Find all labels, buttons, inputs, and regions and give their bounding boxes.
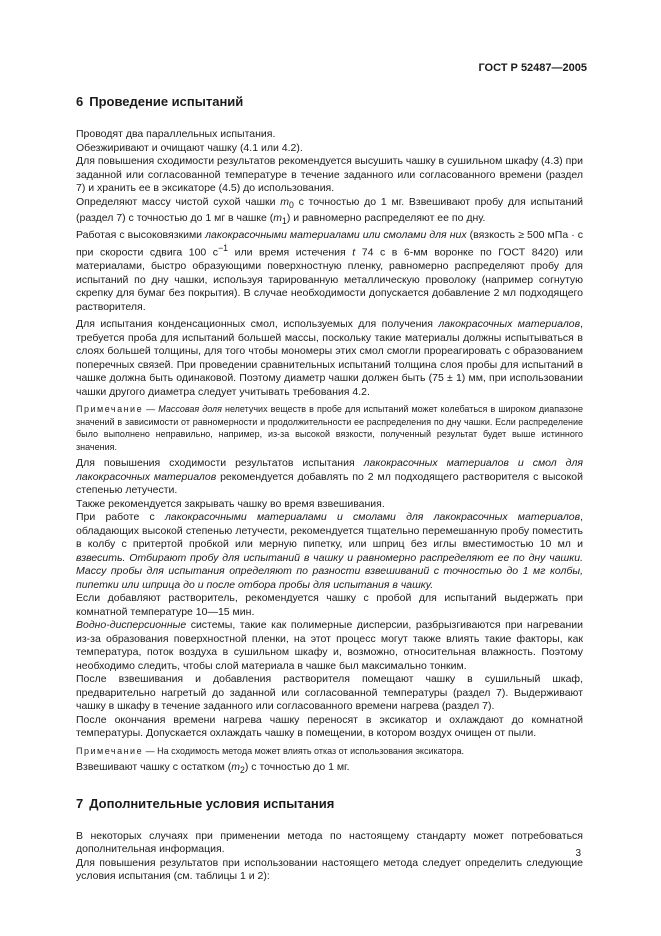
paragraph: После взвешивания и добавления растворителя помещают чашку в сушильный шкаф, предварительно нагретый до заданной или согласованной температуры (раздел 7). Выдерживают чашку в шкафу в течение заданного или согласованного времени нагрева (раздел 7). — [76, 673, 583, 713]
section-7-title: Дополнительные условия испытания — [89, 795, 335, 811]
paragraph: Обезжиривают и очищают чашку (4.1 или 4.2). — [76, 141, 303, 154]
paragraph: Для повышения сходимости результатов испытания лакокрасочных материалов и смол для лакокрасочных материалов рекомендуется добавлять по 2 мл подходящего растворителя с высокой степенью летучести. — [76, 457, 584, 497]
standard-header: ГОСТ Р 52487—2005 — [478, 62, 587, 74]
section-7-heading — [76, 796, 583, 812]
note-2: Примечание — На сходимость метода может влиять отказ от использования эксикатора. — [76, 745, 464, 756]
paragraph: Определяют массу чистой сухой чашки $m_0$ с точностью до 1 мг. Взвешивают пробу для испытаний (раздел 7) с точностью до 1 мг в чашке $(m_1)$ и равномерно распределяют ее по дну. — [76, 195, 584, 227]
paragraph: Водно-дисперсионные системы, такие как полимерные дисперсии, разбрызгиваются при нагревании из-за образования поверхностной пленки, на этот процесс могут также влиять такие факторы, как температура, поток воздуха в сушильном шкафу и, возможно, относительная влажность. Поэтому необходимо следить, чтобы слой материала в чашке был максимально тонким. — [76, 619, 583, 672]
paragraph: Также рекомендуется закрывать чашку во время взвешивания. — [76, 497, 385, 510]
paragraph: Работая с высоковязкими лакокрасочными материалами или смолами для них (вязкость ≥ 500 мПа · с при скорости сдвига 100 $с^{-1}$ или время истечения t 74 с в 6-мм воронке по ГОСТ 8420) или материалами, быстро образующими поверхностную пленку, равномерно распределяют пробу для испытаний по дну чашки, используя тарированную металлическую проволоку (например согнутую скрепку для бумаг без покрытия). В случае необходимости допускается добавление 2 мл подходящего растворителя. — [76, 228, 583, 313]
section-7-number: 7 — [76, 795, 84, 811]
paragraph: В некоторых случаях при применении метода по настоящему стандарту может потребоваться дополнительная информация. — [76, 829, 583, 856]
section-6-title: Проведение испытаний — [89, 94, 244, 109]
paragraph: Для повышения результатов при использовании настоящего метода следует определить следующие условия испытания (см. таблицы 1 и 2): — [76, 856, 583, 883]
page-content — [76, 90, 583, 884]
paragraph: Если добавляют растворитель, рекомендуется чашку с пробой для испытаний выдержать при комнатной температуре 10—15 мин. — [76, 592, 583, 618]
section-6-heading — [76, 94, 583, 110]
paragraph: Для повышения сходимости результатов рекомендуется высушить чашку в сушильном шкафу (4.3) при заданной или согласованной температуре в течение заданного или согласованного времени (раздел 7) и хранить ее в эксикаторе (4.5) до использования. — [76, 155, 583, 194]
paragraph: Проводят два параллельных испытания. — [76, 128, 276, 140]
paragraph: При работе с лакокрасочными материалами и смолами для лакокрасочных материалов, обладающих высокой степенью летучести, рекомендуется тщательно перемешанную пробу поместить в колбу с притертой пробкой или мерную пипетку, или шприц без иглы вместимостью 10 мл и взвесить. Отбирают пробу для испытаний в чашку и равномерно распределяют ее по дну чашки. Массу пробы для испытания определяют по разности взвешиваний с точностью до 1 мг колбы, пипетки или шприца до и после отбора пробы для испытания в чашку. — [76, 511, 584, 591]
paragraph: Взвешивают чашку с остатком $(m_2)$ с точностью до 1 мг. — [76, 761, 350, 776]
page-number: 3 — [575, 848, 581, 859]
section-6-number: 6 — [76, 94, 84, 109]
paragraph: Для испытания конденсационных смол, используемых для получения лакокрасочных материалов, требуется проба для испытаний большей массы, поскольку такие материалы должны испытываться в слоях большей толщины, для того чтобы мономеры этих смол смогли прореагировать с образованием поперечных связей. При проведении сравнительных испытаний толщина слоя пробы для испытаний в чашке должна быть одинаковой. Поэтому диаметр чашки должен быть (75 ± 1) мм, при использовании чашки другого диаметра следует учитывать требования 4.2. — [76, 318, 583, 398]
note-1: Примечание — Массовая доля нелетучих веществ в пробе для испытаний может колебаться в широком диапазоне значений в зависимости от равномерности и продолжительности ее распределения по дну чашки. Если распределение было выполнено неправильно, например, из-за высокой вязкости, полученный результат будет выше истинного значения. — [76, 404, 583, 452]
paragraph: После окончания времени нагрева чашку переносят в эксикатор и охлаждают до комнатной температуры. Допускается охлаждать чашку в помещении, в котором воздух очищен от пыли. — [76, 713, 583, 740]
